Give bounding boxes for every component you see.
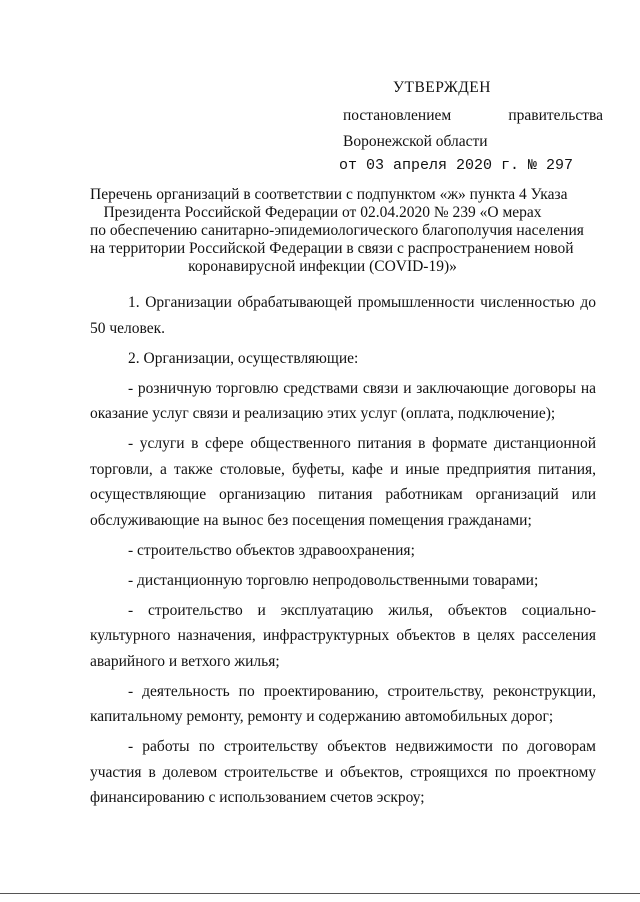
list-item xyxy=(90,290,596,341)
paragraph-line: оказание услуг связи и реализацию этих услуг (оплата, подключение); xyxy=(90,405,556,422)
approval-line-2: Воронежской области xyxy=(343,133,488,150)
paragraph-line: - деятельность по проектированию, строительству, реконструкции, xyxy=(128,682,596,700)
paragraph-line: - дистанционную торговлю непродовольственными товарами; xyxy=(128,571,539,589)
paragraph-line: осуществляющие организацию питания работникам организаций или xyxy=(90,486,596,503)
paragraph-line: - розничную торговлю средствами связи и заключающие договоры на xyxy=(128,379,596,397)
paragraph-line: - строительство объектов здравоохранения; xyxy=(128,541,415,559)
list-item xyxy=(90,598,596,675)
heading-line: Президента Российской Федерации от 02.04.2020 № 239 «О мерах xyxy=(103,204,542,221)
list-item xyxy=(90,734,596,811)
paragraph-line: обслуживающие на вынос без посещения помещения гражданами; xyxy=(90,511,532,529)
approval-line-1-right: правительства xyxy=(508,107,603,124)
document-heading xyxy=(90,186,584,276)
approval-date-number: от 03 апреля 2020 г. № 297 xyxy=(339,157,574,174)
paragraph-line: 50 человек. xyxy=(90,319,166,337)
heading-line: Перечень организаций в соответствии с подпунктом «ж» пункта 4 Указа xyxy=(90,186,568,203)
list-item xyxy=(90,346,596,372)
paragraph-line: 2. Организации, осуществляющие: xyxy=(128,349,359,367)
document-body xyxy=(90,290,596,815)
paragraph-line: участия в долевом строительстве и объектов, строящихся по проектному xyxy=(90,763,596,781)
paragraph-line: - услуги в сфере общественного питания в формате дистанционной xyxy=(128,435,596,452)
paragraph-line: аварийного и ветхого жилья; xyxy=(90,652,280,670)
paragraph-line: торговли, а также столовые, буфеты, кафе и иные предприятия питания, xyxy=(90,460,596,478)
heading-line: по обеспечению санитарно-эпидемиологического благополучия населения xyxy=(90,222,584,239)
heading-line: коронавирусной инфекции (COVID-19)» xyxy=(188,258,457,275)
approval-title: УТВЕРЖДЕН xyxy=(393,79,491,96)
approval-line-1-left: постановлением xyxy=(343,107,452,124)
list-item xyxy=(90,376,596,427)
paragraph-line: капитальному ремонту, ремонту и содержанию автомобильных дорог; xyxy=(90,708,554,725)
paragraph-line: - строительство и эксплуатацию жилья, объектов социально- xyxy=(128,601,596,619)
paragraph-line: 1. Организации обрабатывающей промышленности численностью до xyxy=(128,294,596,311)
approval-stamp xyxy=(339,76,603,178)
heading-line: на территории Российской Федерации в связи с распространением новой xyxy=(90,240,574,257)
page-bottom-edge xyxy=(0,893,640,894)
paragraph-line: финансированию с использованием счетов эскроу; xyxy=(90,789,425,806)
paragraph-line: - работы по строительству объектов недвижимости по договорам xyxy=(128,738,596,755)
list-item xyxy=(90,538,596,564)
approval-line-1 xyxy=(343,104,603,128)
list-item xyxy=(90,568,596,594)
list-item xyxy=(90,431,596,533)
list-item xyxy=(90,679,596,730)
paragraph-line: культурного назначения, инфраструктурных объектов в целях расселения xyxy=(90,627,596,644)
